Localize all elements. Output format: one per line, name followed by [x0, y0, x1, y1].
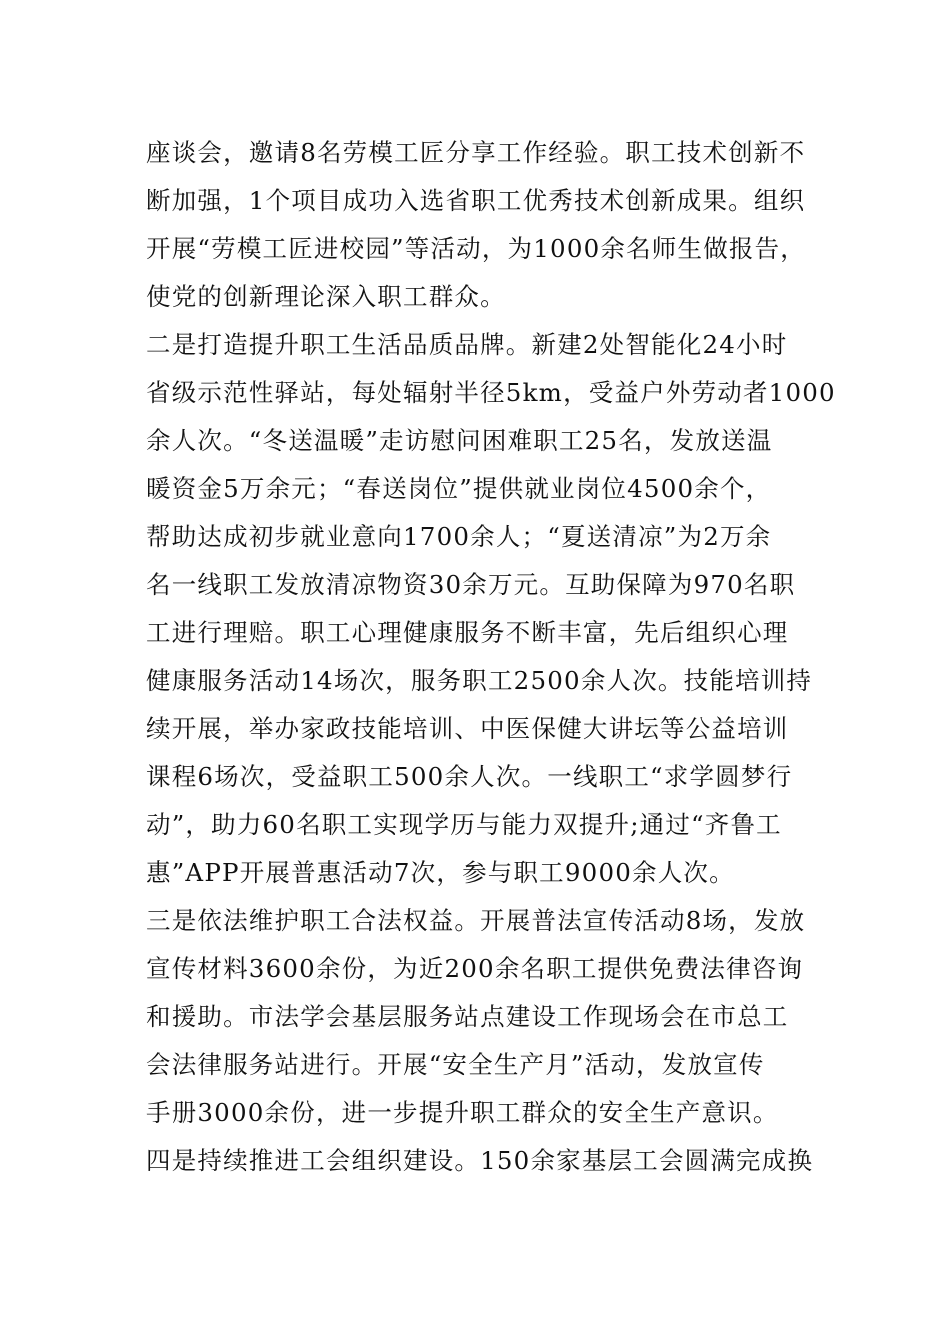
text-line: 使党的创新理论深入职工群众。	[146, 282, 506, 311]
text-line: 续开展，举办家政技能培训、中医保健大讲坛等公益培训	[146, 714, 789, 743]
text-line: 三是依法维护职工合法权益。开展普法宣传活动8场，发放	[146, 906, 806, 935]
text-line: 四是持续推进工会组织建设。150余家基层工会圆满完成换	[146, 1146, 814, 1175]
text-line: 手册3000余份，进一步提升职工群众的安全生产意识。	[146, 1098, 779, 1127]
text-line: 会法律服务站进行。开展“安全生产月”活动，发放宣传	[146, 1050, 765, 1079]
text-line: 工进行理赔。职工心理健康服务不断丰富，先后组织心理	[146, 618, 789, 647]
text-line: 和援助。市法学会基层服务站点建设工作现场会在市总工	[146, 1002, 789, 1031]
text-line: 余人次。“冬送温暖”走访慰问困难职工25名，发放送温	[146, 426, 773, 455]
text-line: 惠”APP开展普惠活动7次，参与职工9000余人次。	[146, 858, 735, 887]
text-line: 二是打造提升职工生活品质品牌。新建2处智能化24小时	[146, 330, 788, 359]
text-line: 座谈会，邀请8名劳模工匠分享工作经验。职工技术创新不	[146, 138, 806, 167]
document-body	[146, 129, 836, 1185]
text-line: 开展“劳模工匠进校园”等活动，为1000余名师生做报告，	[146, 234, 806, 263]
text-line: 断加强，1个项目成功入选省职工优秀技术创新成果。组织	[146, 186, 806, 215]
text-line: 帮助达成初步就业意向1700余人；“夏送清凉”为2万余	[146, 522, 772, 551]
text-line: 省级示范性驿站，每处辐射半径5km，受益户外劳动者1000	[146, 378, 836, 407]
text-line: 动”，助力60名职工实现学历与能力双提升;通过“齐鲁工	[146, 810, 782, 839]
text-line: 健康服务活动14场次，服务职工2500余人次。技能培训持	[146, 666, 813, 695]
text-line: 名一线职工发放清凉物资30余万元。互助保障为970名职	[146, 570, 796, 599]
text-line: 课程6场次，受益职工500余人次。一线职工“求学圆梦行	[146, 762, 793, 791]
text-line: 暖资金5万余元；“春送岗位”提供就业岗位4500余个，	[146, 474, 772, 503]
text-line: 宣传材料3600余份，为近200余名职工提供免费法律咨询	[146, 954, 804, 983]
